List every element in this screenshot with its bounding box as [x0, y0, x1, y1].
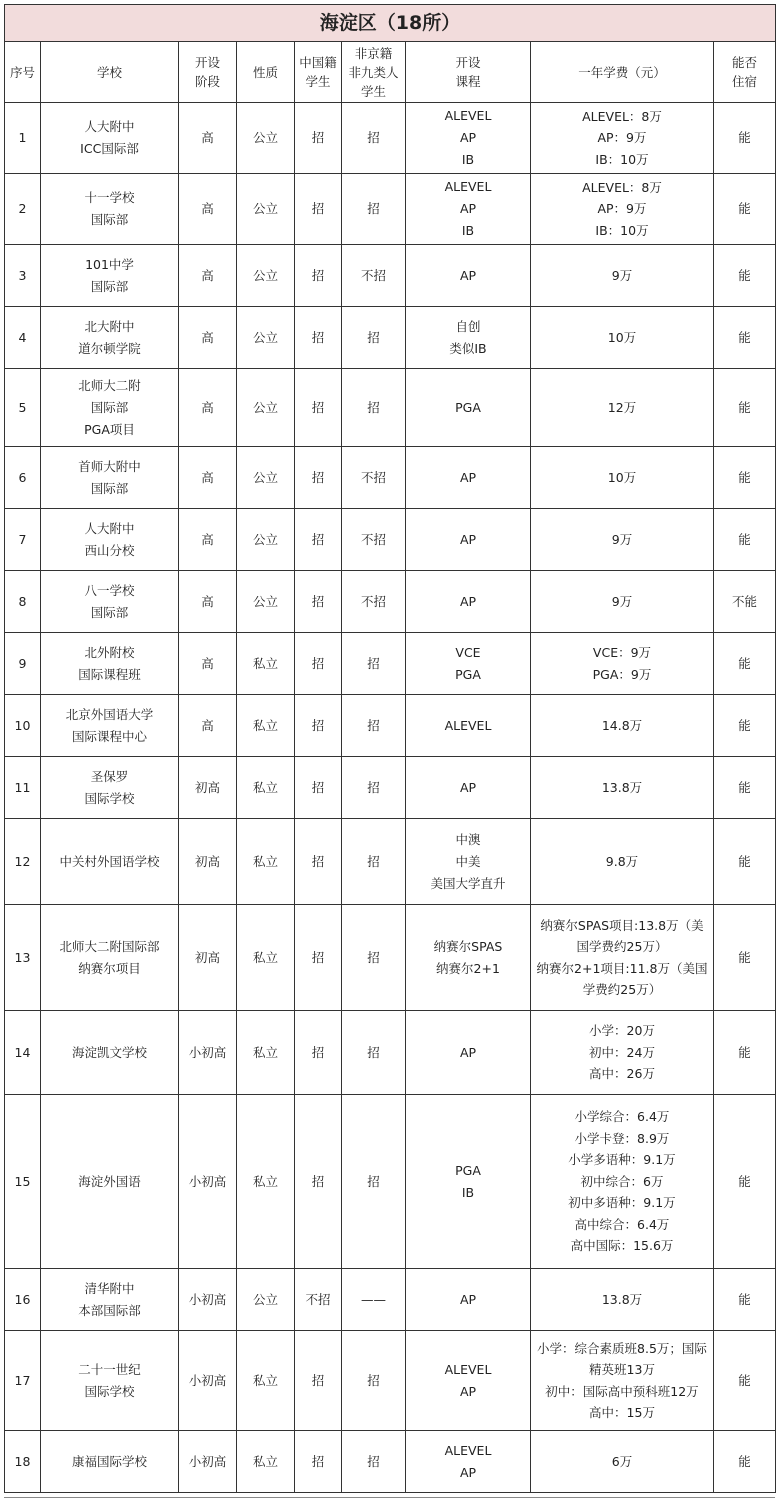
cell-curriculum: AP — [406, 571, 531, 633]
cell-chinese-students: 招 — [295, 905, 342, 1011]
cell-stage: 高 — [179, 369, 237, 447]
cell-annual-tuition: 13.8万 — [531, 1269, 714, 1331]
cell-index: 5 — [5, 369, 41, 447]
cell-school: 海淀外国语 — [41, 1095, 179, 1269]
cell-school: 康福国际学校 — [41, 1431, 179, 1493]
cell-stage: 小初高 — [179, 1011, 237, 1095]
cell-non-beijing-students: 不招 — [342, 571, 406, 633]
cell-chinese-students: 招 — [295, 369, 342, 447]
cell-stage: 高 — [179, 447, 237, 509]
table-row — [5, 307, 776, 369]
cell-stage: 高 — [179, 695, 237, 757]
cell-stage: 高 — [179, 307, 237, 369]
cell-stage: 高 — [179, 245, 237, 307]
cell-curriculum: ALEVEL AP — [406, 1431, 531, 1493]
cell-boarding: 能 — [714, 1269, 776, 1331]
cell-type: 私立 — [237, 1431, 295, 1493]
cell-chinese-students: 不招 — [295, 1269, 342, 1331]
cell-chinese-students: 招 — [295, 103, 342, 174]
table-row — [5, 1331, 776, 1431]
cell-curriculum: PGA IB — [406, 1095, 531, 1269]
cell-type: 私立 — [237, 695, 295, 757]
cell-index: 16 — [5, 1269, 41, 1331]
cell-stage: 高 — [179, 571, 237, 633]
cell-curriculum: 中澳 中美 美国大学直升 — [406, 819, 531, 905]
cell-curriculum: AP — [406, 245, 531, 307]
cell-non-beijing-students: 招 — [342, 695, 406, 757]
cell-annual-tuition: 14.8万 — [531, 695, 714, 757]
cell-index: 12 — [5, 819, 41, 905]
cell-boarding: 能 — [714, 103, 776, 174]
cell-annual-tuition: 小学综合：6.4万 小学卡登：8.9万 小学多语种：9.1万 初中综合：6万 初中多语种：9.1万 高中综合：6.4万 高中国际：15.6万 — [531, 1095, 714, 1269]
cell-type: 公立 — [237, 245, 295, 307]
cell-boarding: 不能 — [714, 571, 776, 633]
table-row — [5, 1269, 776, 1331]
cell-annual-tuition: 13.8万 — [531, 757, 714, 819]
cell-stage: 初高 — [179, 819, 237, 905]
table-row — [5, 509, 776, 571]
cell-annual-tuition: 9万 — [531, 509, 714, 571]
cell-curriculum: 自创 类似IB — [406, 307, 531, 369]
header-stage: 开设 阶段 — [179, 42, 237, 103]
header-type: 性质 — [237, 42, 295, 103]
cell-non-beijing-students: 招 — [342, 1331, 406, 1431]
cell-stage: 初高 — [179, 905, 237, 1011]
cell-school: 圣保罗 国际学校 — [41, 757, 179, 819]
cell-curriculum: ALEVEL AP IB — [406, 103, 531, 174]
cell-index: 14 — [5, 1011, 41, 1095]
table-row — [5, 757, 776, 819]
cell-non-beijing-students: 招 — [342, 369, 406, 447]
cell-type: 私立 — [237, 1095, 295, 1269]
cell-type: 私立 — [237, 1331, 295, 1431]
header-annual-tuition: 一年学费（元） — [531, 42, 714, 103]
cell-school: 八一学校 国际部 — [41, 571, 179, 633]
cell-type: 私立 — [237, 633, 295, 695]
cell-type: 公立 — [237, 509, 295, 571]
cell-boarding: 能 — [714, 633, 776, 695]
cell-type: 公立 — [237, 174, 295, 245]
cell-boarding: 能 — [714, 1431, 776, 1493]
cell-annual-tuition: 9.8万 — [531, 819, 714, 905]
cell-chinese-students: 招 — [295, 1095, 342, 1269]
cell-index: 18 — [5, 1431, 41, 1493]
cell-school: 十一学校 国际部 — [41, 174, 179, 245]
cell-non-beijing-students: 招 — [342, 1431, 406, 1493]
header-non-beijing-students: 非京籍 非九类人 学生 — [342, 42, 406, 103]
header-chinese-students: 中国籍 学生 — [295, 42, 342, 103]
cell-curriculum: ALEVEL — [406, 695, 531, 757]
cell-chinese-students: 招 — [295, 757, 342, 819]
cell-annual-tuition: 6万 — [531, 1431, 714, 1493]
cell-non-beijing-students: 招 — [342, 307, 406, 369]
cell-stage: 高 — [179, 103, 237, 174]
cell-chinese-students: 招 — [295, 245, 342, 307]
cell-chinese-students: 招 — [295, 633, 342, 695]
cell-stage: 小初高 — [179, 1269, 237, 1331]
cell-index: 3 — [5, 245, 41, 307]
cell-non-beijing-students: 招 — [342, 174, 406, 245]
cell-annual-tuition: 12万 — [531, 369, 714, 447]
cell-curriculum: AP — [406, 509, 531, 571]
cell-boarding: 能 — [714, 1331, 776, 1431]
cell-index: 15 — [5, 1095, 41, 1269]
cell-chinese-students: 招 — [295, 695, 342, 757]
table-row — [5, 1011, 776, 1095]
table-row — [5, 571, 776, 633]
table-row — [5, 245, 776, 307]
table-row — [5, 103, 776, 174]
cell-index: 13 — [5, 905, 41, 1011]
cell-curriculum: AP — [406, 757, 531, 819]
cell-stage: 小初高 — [179, 1095, 237, 1269]
cell-curriculum: VCE PGA — [406, 633, 531, 695]
cell-non-beijing-students: 招 — [342, 633, 406, 695]
cell-non-beijing-students: 不招 — [342, 447, 406, 509]
cell-curriculum: PGA — [406, 369, 531, 447]
table-row — [5, 1095, 776, 1269]
table-title: 海淀区（18所） — [5, 5, 776, 42]
cell-index: 6 — [5, 447, 41, 509]
cell-school: 北京外国语大学 国际课程中心 — [41, 695, 179, 757]
cell-chinese-students: 招 — [295, 174, 342, 245]
cell-non-beijing-students: 招 — [342, 1011, 406, 1095]
cell-non-beijing-students: 招 — [342, 819, 406, 905]
cell-annual-tuition: 9万 — [531, 245, 714, 307]
table-row — [5, 447, 776, 509]
cell-school: 海淀凯文学校 — [41, 1011, 179, 1095]
cell-boarding: 能 — [714, 447, 776, 509]
cell-annual-tuition: 小学：综合素质班8.5万；国际 精英班13万 初中：国际高中预科班12万 高中：15万 — [531, 1331, 714, 1431]
cell-boarding: 能 — [714, 1011, 776, 1095]
cell-curriculum: ALEVEL AP — [406, 1331, 531, 1431]
cell-school: 首师大附中 国际部 — [41, 447, 179, 509]
cell-stage: 小初高 — [179, 1431, 237, 1493]
cell-index: 9 — [5, 633, 41, 695]
cell-type: 私立 — [237, 905, 295, 1011]
cell-type: 公立 — [237, 307, 295, 369]
cell-school: 清华附中 本部国际部 — [41, 1269, 179, 1331]
cell-boarding: 能 — [714, 695, 776, 757]
header-boarding: 能否 住宿 — [714, 42, 776, 103]
cell-boarding: 能 — [714, 1095, 776, 1269]
table-row — [5, 369, 776, 447]
cell-curriculum: AP — [406, 1269, 531, 1331]
cell-stage: 初高 — [179, 757, 237, 819]
cell-chinese-students: 招 — [295, 1011, 342, 1095]
cell-chinese-students: 招 — [295, 819, 342, 905]
cell-curriculum: 纳赛尔SPAS 纳赛尔2+1 — [406, 905, 531, 1011]
cell-type: 公立 — [237, 1269, 295, 1331]
cell-school: 北师大二附 国际部 PGA项目 — [41, 369, 179, 447]
cell-chinese-students: 招 — [295, 571, 342, 633]
cell-curriculum: AP — [406, 1011, 531, 1095]
cell-index: 11 — [5, 757, 41, 819]
table-row — [5, 1431, 776, 1493]
cell-non-beijing-students: 招 — [342, 905, 406, 1011]
header-curriculum: 开设 课程 — [406, 42, 531, 103]
table-row — [5, 174, 776, 245]
cell-boarding: 能 — [714, 369, 776, 447]
cell-boarding: 能 — [714, 905, 776, 1011]
cell-annual-tuition: 9万 — [531, 571, 714, 633]
cell-school: 人大附中 ICC国际部 — [41, 103, 179, 174]
cell-boarding: 能 — [714, 307, 776, 369]
cell-chinese-students: 招 — [295, 1431, 342, 1493]
table-row — [5, 819, 776, 905]
cell-school: 北大附中 道尔顿学院 — [41, 307, 179, 369]
cell-chinese-students: 招 — [295, 509, 342, 571]
cell-index: 8 — [5, 571, 41, 633]
cell-index: 1 — [5, 103, 41, 174]
cell-annual-tuition: 10万 — [531, 307, 714, 369]
header-row — [5, 42, 776, 103]
cell-boarding: 能 — [714, 509, 776, 571]
cell-index: 7 — [5, 509, 41, 571]
schools-table — [4, 4, 776, 1493]
table-row — [5, 695, 776, 757]
header-school: 学校 — [41, 42, 179, 103]
cell-school: 北外附校 国际课程班 — [41, 633, 179, 695]
cell-boarding: 能 — [714, 757, 776, 819]
bottom-rule — [4, 1497, 775, 1498]
cell-type: 私立 — [237, 757, 295, 819]
cell-annual-tuition: 小学：20万 初中：24万 高中：26万 — [531, 1011, 714, 1095]
cell-type: 公立 — [237, 571, 295, 633]
cell-type: 公立 — [237, 369, 295, 447]
cell-stage: 高 — [179, 174, 237, 245]
cell-annual-tuition: 10万 — [531, 447, 714, 509]
cell-boarding: 能 — [714, 819, 776, 905]
cell-non-beijing-students: 招 — [342, 103, 406, 174]
cell-school: 人大附中 西山分校 — [41, 509, 179, 571]
cell-chinese-students: 招 — [295, 447, 342, 509]
cell-school: 二十一世纪 国际学校 — [41, 1331, 179, 1431]
cell-boarding: 能 — [714, 245, 776, 307]
cell-type: 私立 — [237, 819, 295, 905]
header-index: 序号 — [5, 42, 41, 103]
cell-non-beijing-students: 不招 — [342, 509, 406, 571]
cell-school: 北师大二附国际部 纳赛尔项目 — [41, 905, 179, 1011]
cell-stage: 高 — [179, 633, 237, 695]
cell-type: 公立 — [237, 103, 295, 174]
table-row — [5, 633, 776, 695]
cell-annual-tuition: ALEVEL：8万 AP：9万 IB：10万 — [531, 174, 714, 245]
cell-curriculum: ALEVEL AP IB — [406, 174, 531, 245]
cell-non-beijing-students: 招 — [342, 757, 406, 819]
cell-annual-tuition: ALEVEL：8万 AP：9万 IB：10万 — [531, 103, 714, 174]
cell-school: 101中学 国际部 — [41, 245, 179, 307]
cell-non-beijing-students: 不招 — [342, 245, 406, 307]
cell-school: 中关村外国语学校 — [41, 819, 179, 905]
cell-index: 2 — [5, 174, 41, 245]
cell-annual-tuition: VCE：9万 PGA：9万 — [531, 633, 714, 695]
cell-boarding: 能 — [714, 174, 776, 245]
table-row — [5, 905, 776, 1011]
cell-curriculum: AP — [406, 447, 531, 509]
cell-non-beijing-students: 招 — [342, 1095, 406, 1269]
cell-index: 4 — [5, 307, 41, 369]
cell-non-beijing-students: —— — [342, 1269, 406, 1331]
cell-type: 私立 — [237, 1011, 295, 1095]
cell-index: 17 — [5, 1331, 41, 1431]
cell-stage: 高 — [179, 509, 237, 571]
cell-type: 公立 — [237, 447, 295, 509]
cell-chinese-students: 招 — [295, 307, 342, 369]
cell-stage: 小初高 — [179, 1331, 237, 1431]
cell-chinese-students: 招 — [295, 1331, 342, 1431]
cell-index: 10 — [5, 695, 41, 757]
cell-annual-tuition: 纳赛尔SPAS项目:13.8万（美 国学费约25万） 纳赛尔2+1项目:11.8万（美国 学费约25万） — [531, 905, 714, 1011]
